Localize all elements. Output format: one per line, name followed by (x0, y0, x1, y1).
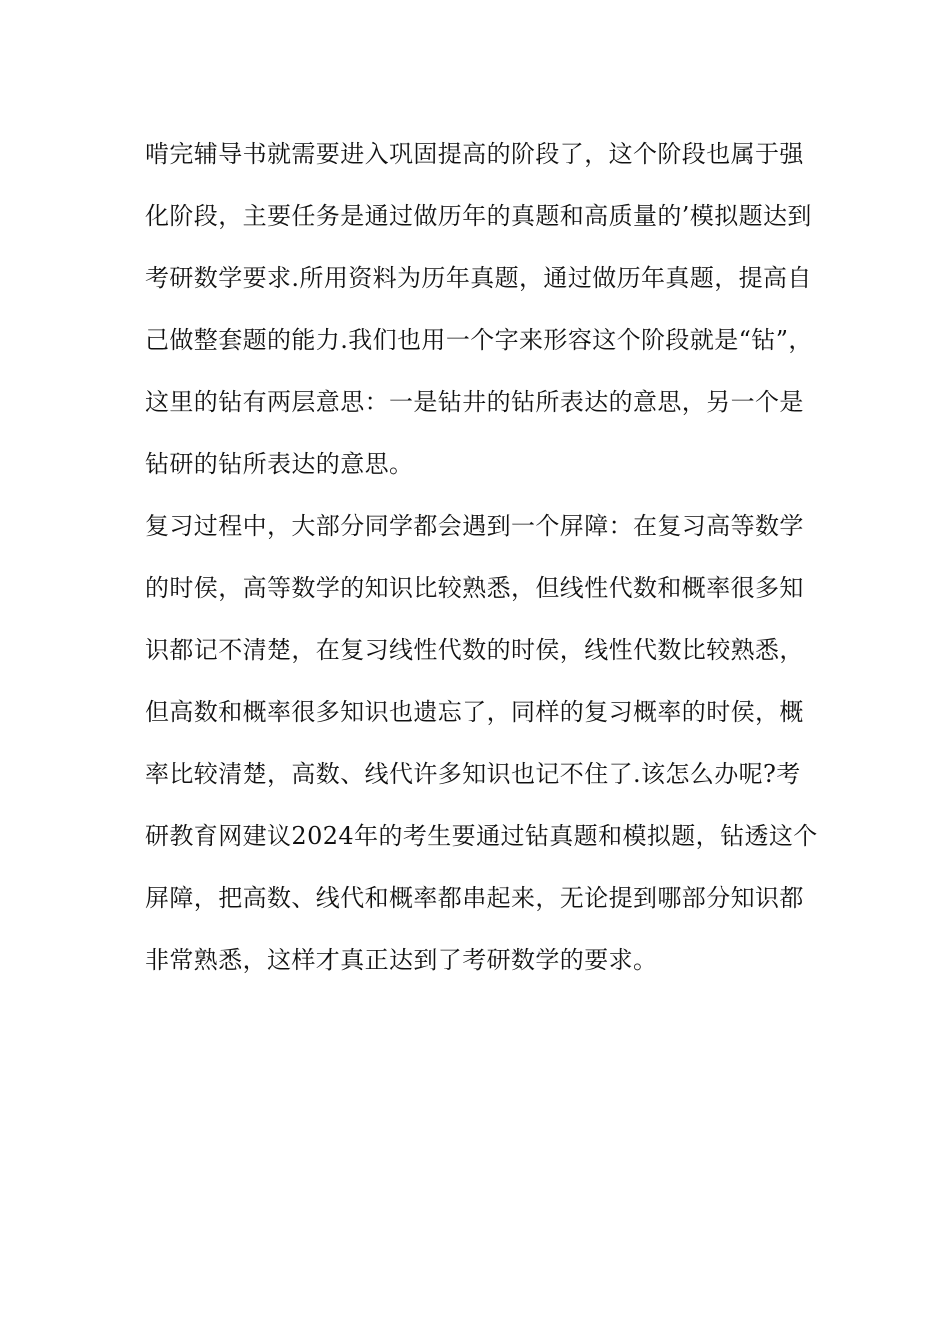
text-line: 复习过程中，大部分同学都会遇到一个屏障：在复习高等数学 (145, 512, 804, 540)
text-line: 研教育网建议2024年的考生要通过钻真题和模拟题，钻透这个 (145, 822, 818, 850)
paragraph-2 (145, 500, 825, 996)
text-line: 非常熟悉，这样才真正达到了考研数学的要求。 (145, 946, 658, 974)
text-line: 屏障，把高数、线代和概率都串起来，无论提到哪部分知识都 (145, 884, 804, 912)
text-line: 识都记不清楚，在复习线性代数的时侯，线性代数比较熟悉， (145, 636, 804, 664)
text-line: 钻研的钻所表达的意思。 (145, 450, 414, 478)
text-line: 考研数学要求.所用资料为历年真题，通过做历年真题，提高自 (145, 264, 812, 292)
body-text (145, 128, 825, 996)
text-line: 这里的钻有两层意思：一是钻井的钻所表达的意思，另一个是 (145, 388, 804, 416)
paragraph-1 (145, 128, 825, 500)
text-line: 但高数和概率很多知识也遗忘了，同样的复习概率的时侯，概 (145, 698, 804, 726)
text-line: 的时侯，高等数学的知识比较熟悉，但线性代数和概率很多知 (145, 574, 804, 602)
text-line: 己做整套题的能力.我们也用一个字来形容这个阶段就是“钻”， (145, 326, 813, 354)
text-line: 啃完辅导书就需要进入巩固提高的阶段了，这个阶段也属于强 (145, 140, 804, 168)
text-line: 化阶段，主要任务是通过做历年的真题和高质量的’模拟题达到 (145, 202, 812, 230)
text-line: 率比较清楚，高数、线代许多知识也记不住了.该怎么办呢?考 (145, 760, 801, 788)
